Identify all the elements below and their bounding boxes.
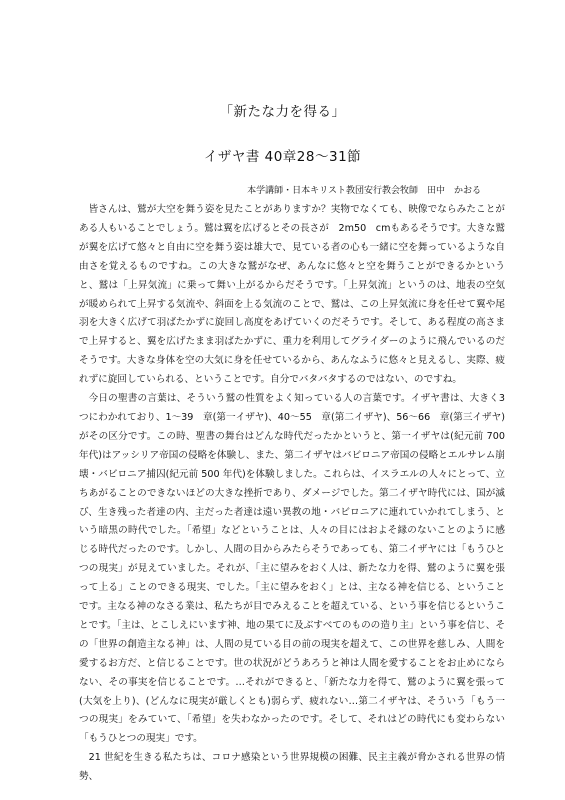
body-paragraph: 今日の聖書の言葉は、そういう鷲の性質をよく知っている人の言葉です。イザヤ書は、大きく3つにわかれており、1～39 章(第一イザヤ)、40～55 章(第二イザヤ)、56～66 章(第三イザヤ)がその区分です。この時、聖書の舞台はどんな時代だったかというと、第一イザヤは(紀元前 700 年代)はアッシリア帝国の侵略を体験し、また、第二イザヤはバビロニア帝国の侵略とエルサレム崩壊・バビロニア捕囚(紀元前 500 年代)を体験しました。これらは、イスラエルの人々にとって、立ちあがることのできないほどの大きな挫折であり、ダメージでした。第二イザヤ時代には、国が滅び、生き残った者達の内、主だった者達は遠い異教の地・バビロニアに連れていかれてしまう、という暗黒の時代でした。「希望」などということは、人々の目にはおよそ縁のないことのように感じる時代だったのです。しかし、人間の目からみたらそうであっても、第二イザヤには「もうひとつの現実」が見えていました。それが、「主に望みをおく人は、新たな力を得、鷲のように翼を張って上る」ことのできる現実、でした。「主に望みをおく」とは、主なる神を信じる、ということです。主なる神のなさる業は、私たちが目でみえることを超えている、という事を信じるということです。「主は、とこしえにいます神、地の果てに及ぶすべてのものの造り主」という事を信じ、その「世界の創造主なる神」は、人間の見ている目の前の現実を超えて、この世界を慈しみ、人間を愛するお方だ、と信じることです。世の状況がどうあろうと神は人間を愛することをお止めにならない、その事実を信じることです。…それができると、「新たな力を得て、鷲のように翼を張って(大気を上り)、(どんなに現実が厳しくとも)弱らず、疲れない…第二イザヤは、そういう「もう一つの現実」をみていて、「希望」を失わなかったのです。そして、それはどの時代にも変わらない「もうひとつの現実」です。 [79, 393, 505, 745]
body-paragraph: 皆さんは、鷲が大空を舞う姿を見たことがありますか？実物でなくても、映像でならみたことがある人もいることでしょう。鷲は翼を広げるとその長さが 2m50 cmもあるそうです。大きな鷲が翼を広げて悠々と自由に空を舞う姿は雄大で、見ている者の心も一緒に空を舞っているような自由さを覚えるものですね。この大きな鷲がなぜ、あんなに悠々と空を舞うことができるかというと、鷲は「上昇気流」に乗って舞い上がるからだそうです。「上昇気流」というのは、地表の空気が暖められて上昇する気流や、斜面を上る気流のことで、鷲は、この上昇気流に身を任せて翼や尾羽を大きく広げて羽ばたかずに旋回し高度をあげていくのだそうです。そして、ある程度の高さまで上昇すると、翼を広げたまま羽ばたかずに、重力を利用してグライダーのように飛んでいるのだそうです。大きな身体を空の大気に身を任せているから、あんなふうに悠々と見えるし、実際、疲れずに旋回していられる、ということです。自分でバタバタするのではない、のですね。 [79, 204, 505, 386]
document-title: 「新たな力を得る」 [219, 104, 346, 120]
body-paragraph: 21 世紀を生きる私たちは、コロナ感染という世界規模の困難、民主主義が脅かされる世界の情勢、 [79, 752, 505, 783]
scripture-reference: イザヤ書 40章28～31節 [203, 149, 362, 165]
author-line: 本学講師・日本キリスト教団安行教会牧師 田中 かおる [247, 186, 481, 196]
document-body [79, 201, 505, 787]
